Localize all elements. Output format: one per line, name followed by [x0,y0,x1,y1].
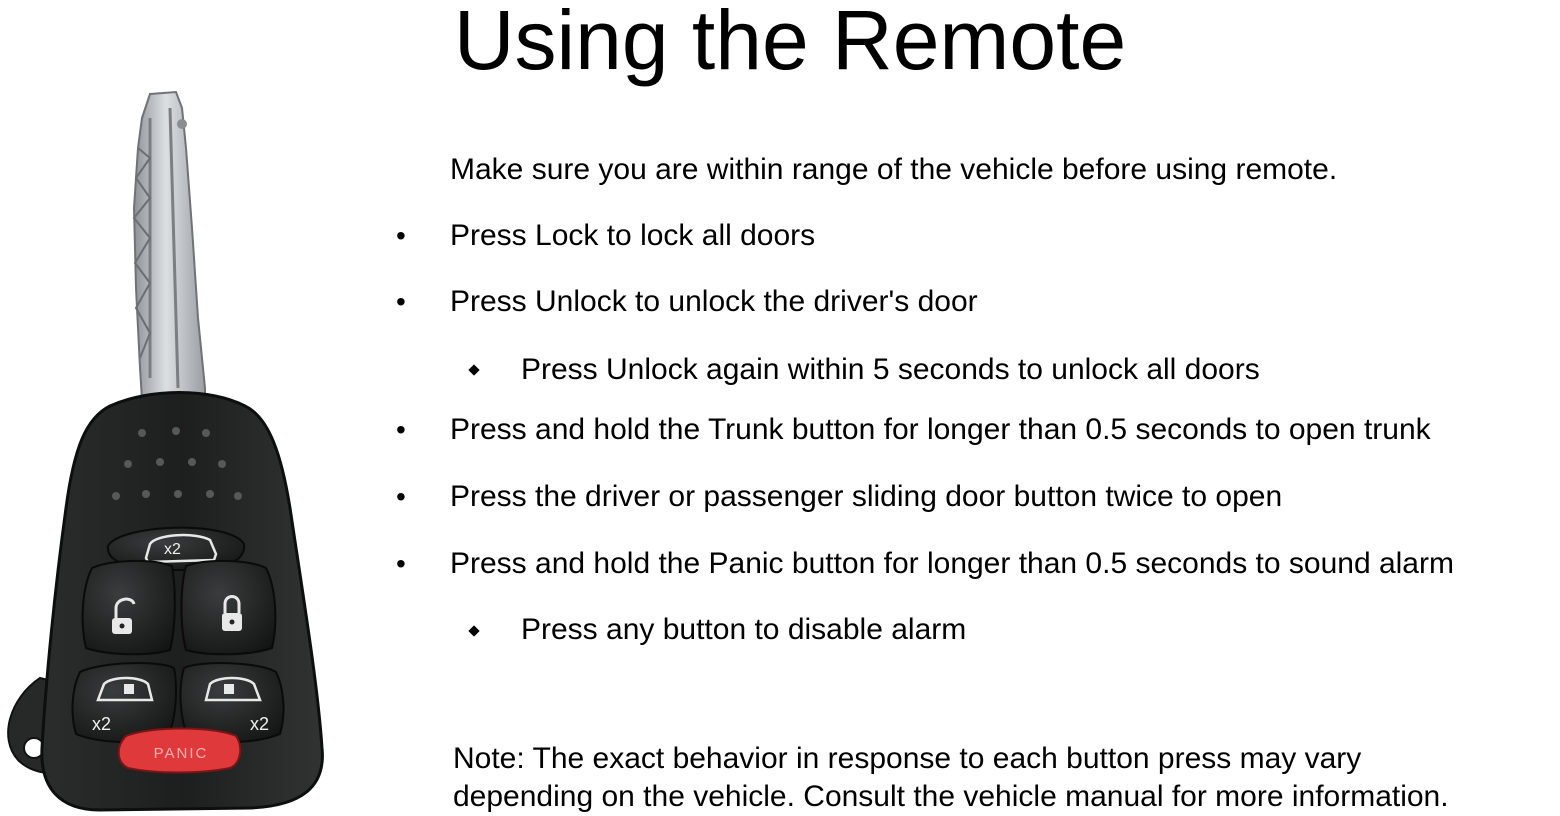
list-item-text: Press any button to disable alarm [521,613,967,646]
trunk-x2-label: x2 [164,541,181,558]
diamond-bullet-icon [468,625,479,636]
list-item-text: Press Lock to lock all doors [450,219,816,252]
slide-title: Using the Remote [453,0,1127,87]
note-text [453,740,1449,816]
note-line-2: depending on the vehicle. Consult the vehicle manual for more information. [453,780,1449,813]
note-line-1: Note: The exact behavior in response to each button press may vary [453,742,1362,775]
unlock-button[interactable] [83,561,175,654]
left-x2-label: x2 [92,714,112,734]
bullet-dot: • [396,220,406,251]
intro-text: Make sure you are within range of the vehicle before using remote. [450,153,1338,186]
bullet-dot: • [396,548,406,579]
bullet-dot: • [396,286,406,317]
list-item-text: Press Unlock to unlock the driver's door [450,285,978,318]
diamond-bullet-icon [468,364,479,375]
panic-button[interactable] [119,729,241,773]
door-panel-icon [224,684,234,694]
lock-button[interactable] [182,561,276,654]
panic-label: PANIC [153,745,209,762]
list-item-text: Press and hold the Panic button for longer than 0.5 seconds to sound alarm [450,547,1454,580]
bullet-dot: • [396,481,406,512]
right-x2-label: x2 [250,714,270,734]
list-item-text: Press the driver or passenger sliding door button twice to open [450,480,1283,513]
list-item-text: Press Unlock again within 5 seconds to unlock all doors [521,353,1260,386]
bullet-dot: • [396,414,406,445]
key-blade [134,92,205,400]
key-fob-image [0,88,340,813]
door-panel-icon [124,684,134,694]
list-item-text: Press and hold the Trunk button for longer than 0.5 seconds to open trunk [450,413,1431,446]
